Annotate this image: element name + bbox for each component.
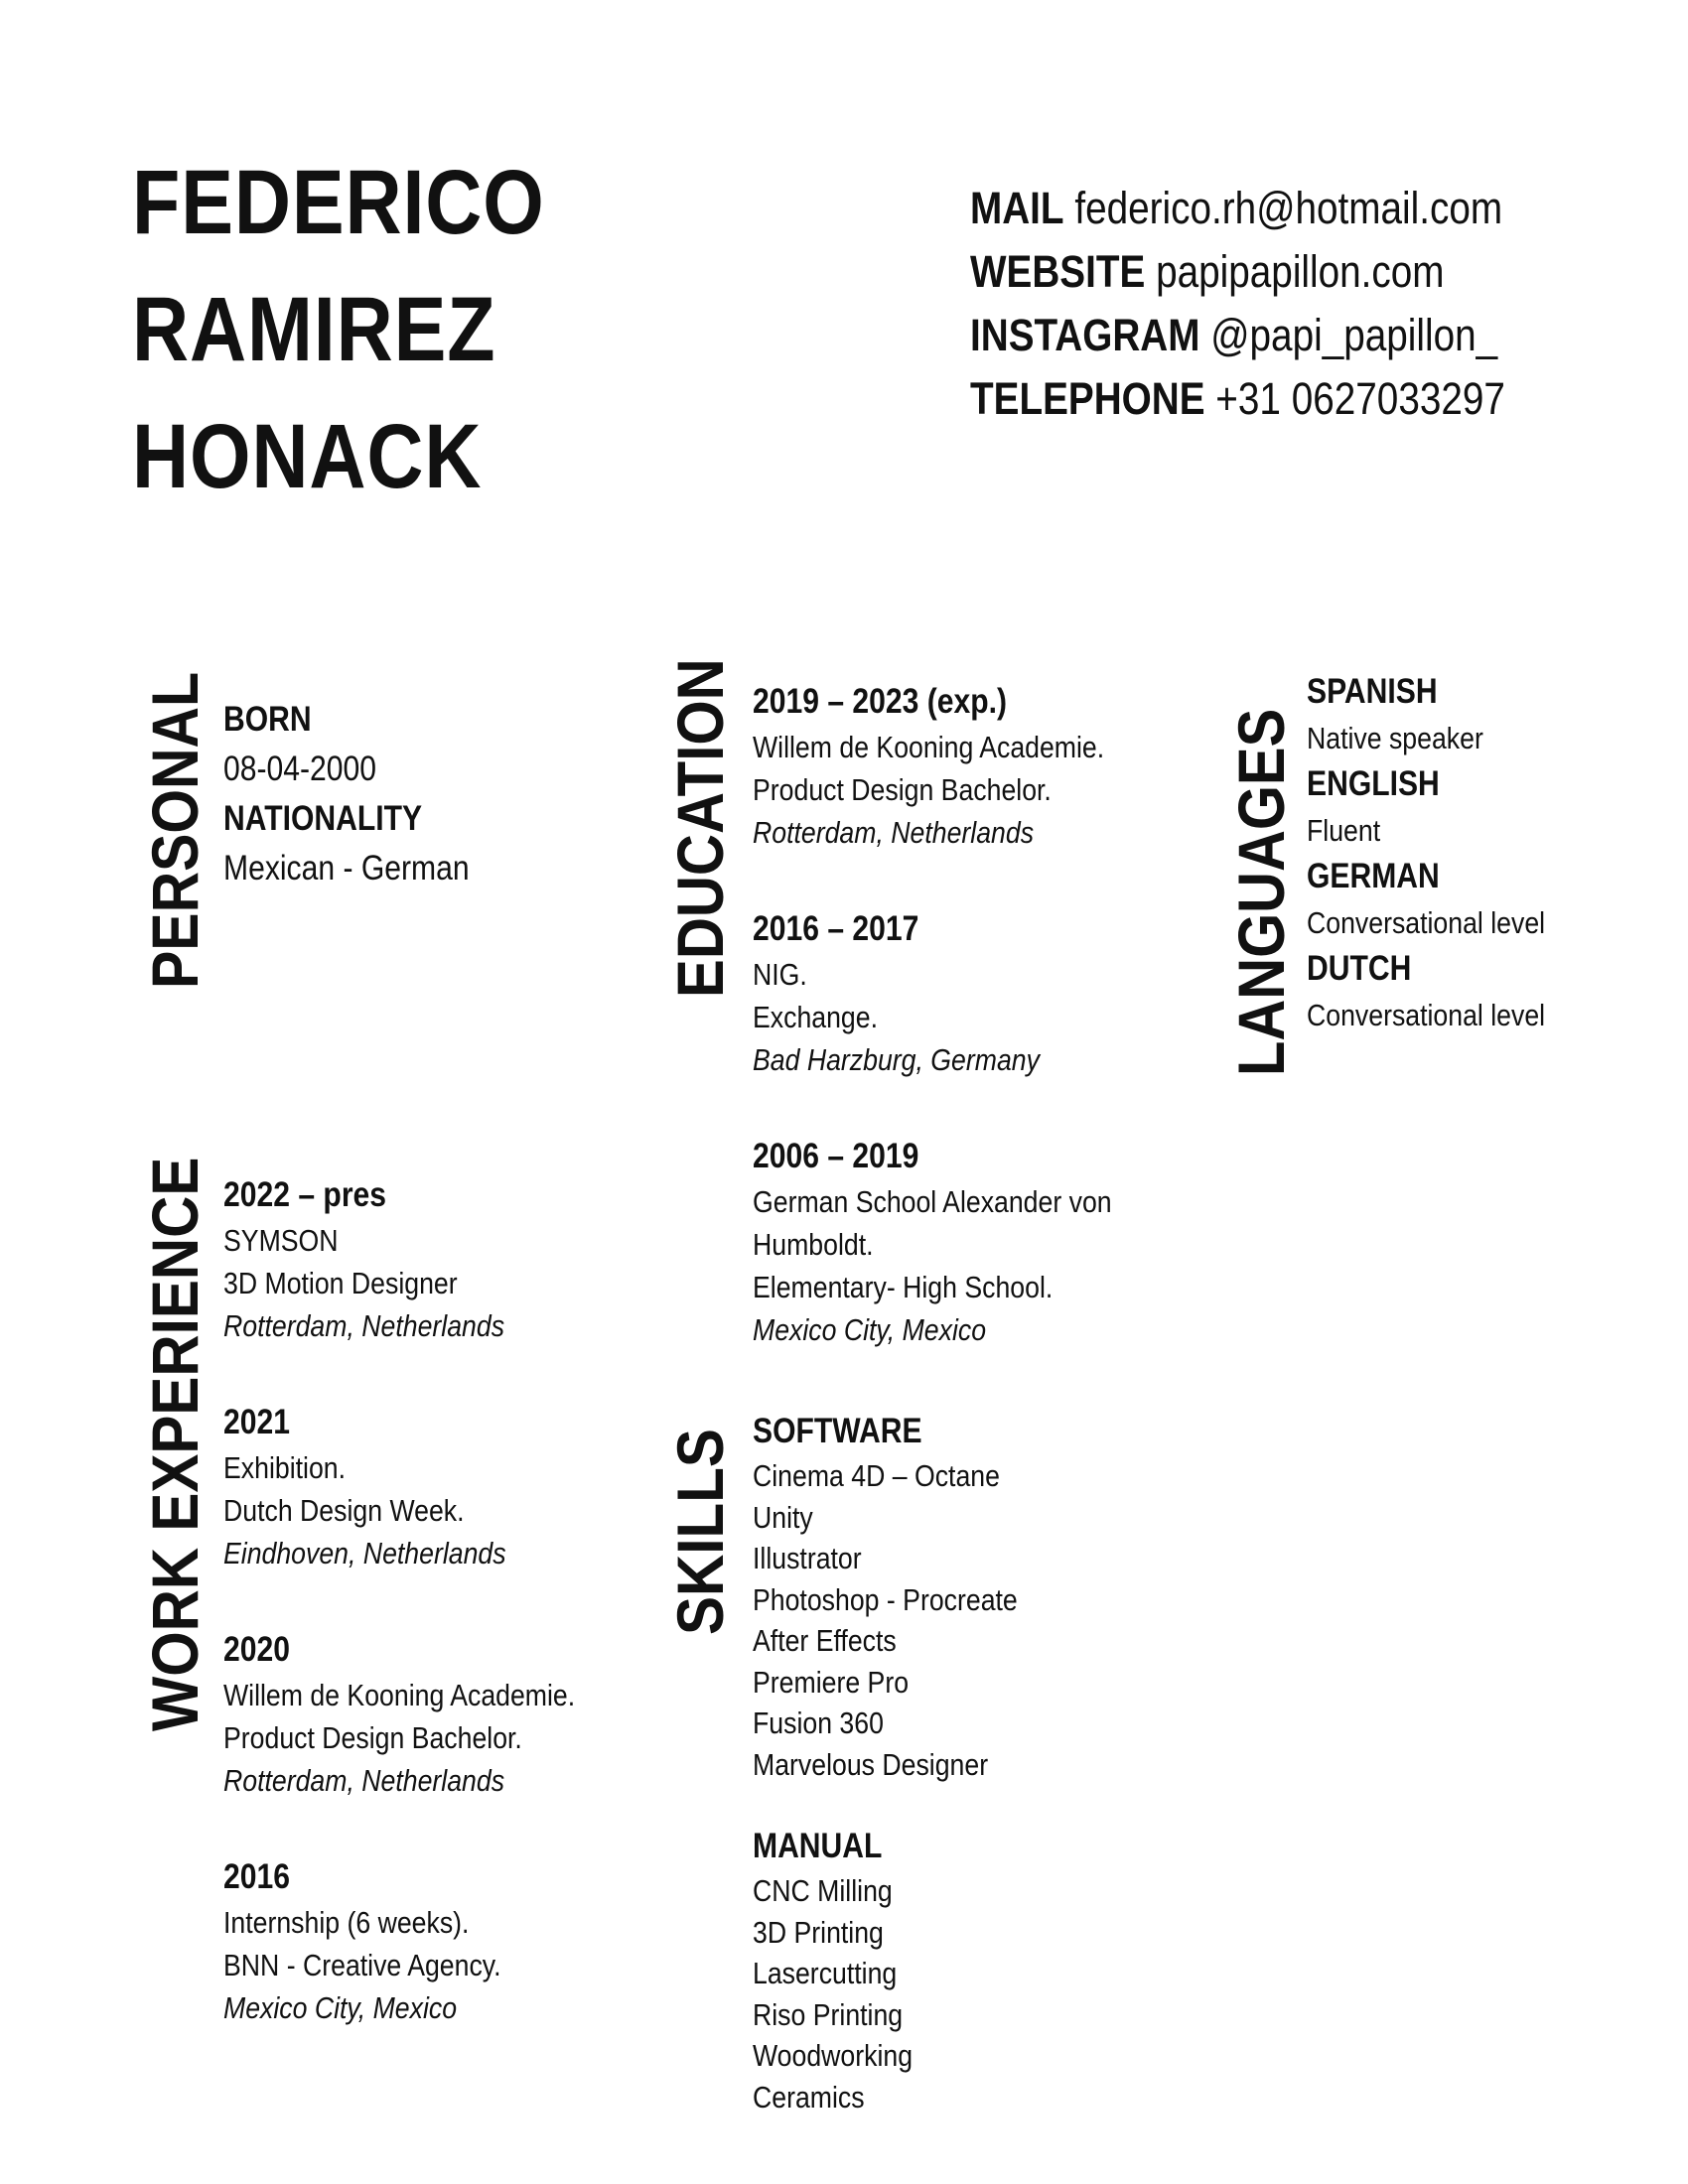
skills-block bbox=[753, 1408, 1018, 2155]
work-experience-block bbox=[223, 1171, 575, 2081]
work-place: Eindhoven, Netherlands bbox=[223, 1536, 506, 1570]
language-name: SPANISH bbox=[1307, 672, 1438, 711]
work-place: Rotterdam, Netherlands bbox=[223, 1763, 505, 1798]
contact-website: WEBSITE papipapillon.com bbox=[970, 246, 1445, 297]
work-line: BNN - Creative Agency. bbox=[223, 1948, 501, 1982]
language-level: Fluent bbox=[1307, 813, 1381, 848]
manual-item: 3D Printing bbox=[753, 1914, 884, 1950]
manual-item: Lasercutting bbox=[753, 1956, 898, 1990]
education-line: Elementary- High School. bbox=[753, 1270, 1054, 1304]
manual-label: MANUAL bbox=[753, 1827, 883, 1865]
education-place: Mexico City, Mexico bbox=[753, 1312, 987, 1347]
education-entry bbox=[753, 678, 1112, 854]
instagram-link[interactable]: @papi_papillon_ bbox=[1210, 310, 1498, 360]
education-period: 2019 – 2023 (exp.) bbox=[753, 682, 1008, 721]
telephone-link[interactable]: +31 0627033297 bbox=[1215, 373, 1505, 424]
language-level: Conversational level bbox=[1307, 998, 1546, 1032]
software-item: Marvelous Designer bbox=[753, 1746, 989, 1782]
education-line: German School Alexander von bbox=[753, 1184, 1112, 1219]
full-name bbox=[132, 139, 545, 520]
skills-manual bbox=[753, 1823, 1018, 2117]
software-item: Illustrator bbox=[753, 1541, 862, 1575]
education-period: 2006 – 2019 bbox=[753, 1137, 919, 1175]
website-link[interactable]: papipapillon.com bbox=[1156, 246, 1445, 297]
work-entry bbox=[223, 1626, 575, 1802]
section-title-education: EDUCATION bbox=[663, 658, 737, 998]
languages-block bbox=[1307, 669, 1545, 1038]
language-level: Native speaker bbox=[1307, 721, 1483, 755]
education-period: 2016 – 2017 bbox=[753, 909, 919, 948]
work-period: 2021 bbox=[223, 1403, 290, 1441]
work-entry bbox=[223, 1853, 575, 2029]
education-entry bbox=[753, 905, 1112, 1081]
contact-telephone: TELEPHONE +31 0627033297 bbox=[970, 373, 1505, 424]
software-item: Unity bbox=[753, 1499, 813, 1535]
section-title-personal: PERSONAL bbox=[138, 671, 211, 989]
mail-link[interactable]: federico.rh@hotmail.com bbox=[1074, 183, 1503, 233]
work-line: Willem de Kooning Academie. bbox=[223, 1678, 576, 1712]
work-line: Internship (6 weeks). bbox=[223, 1905, 470, 1940]
software-item: After Effects bbox=[753, 1623, 897, 1658]
work-line: Product Design Bachelor. bbox=[223, 1720, 522, 1755]
name-middle: RAMIREZ bbox=[132, 279, 496, 380]
skills-software bbox=[753, 1408, 1018, 1785]
work-place: Mexico City, Mexico bbox=[223, 1990, 458, 2025]
education-line: Willem de Kooning Academie. bbox=[753, 730, 1105, 764]
software-item: Fusion 360 bbox=[753, 1706, 884, 1740]
work-period: 2022 – pres bbox=[223, 1175, 387, 1214]
section-title-work-experience: WORK EXPERIENCE bbox=[138, 1157, 211, 1731]
manual-item: Riso Printing bbox=[753, 1996, 904, 2032]
work-entry bbox=[223, 1399, 575, 1574]
contact-block bbox=[970, 177, 1505, 431]
work-period: 2016 bbox=[223, 1857, 290, 1896]
work-line: SYMSON bbox=[223, 1223, 339, 1258]
work-line: Dutch Design Week. bbox=[223, 1493, 465, 1528]
language-name: ENGLISH bbox=[1307, 764, 1440, 803]
software-item: Photoshop - Procreate bbox=[753, 1581, 1018, 1617]
work-period: 2020 bbox=[223, 1630, 290, 1669]
name-first: FEDERICO bbox=[132, 152, 545, 253]
language-level: Conversational level bbox=[1307, 905, 1546, 940]
contact-instagram: INSTAGRAM @papi_papillon_ bbox=[970, 310, 1498, 360]
software-label: SOFTWARE bbox=[753, 1412, 922, 1450]
language-name: GERMAN bbox=[1307, 857, 1440, 895]
name-last: HONACK bbox=[132, 406, 483, 507]
software-item: Premiere Pro bbox=[753, 1664, 910, 1700]
manual-item: CNC Milling bbox=[753, 1873, 893, 1908]
section-title-languages: LANGUAGES bbox=[1224, 708, 1298, 1076]
education-line: Product Design Bachelor. bbox=[753, 772, 1052, 807]
work-line: 3D Motion Designer bbox=[223, 1266, 458, 1300]
education-place: Bad Harzburg, Germany bbox=[753, 1042, 1040, 1077]
section-title-skills: SKILLS bbox=[663, 1429, 737, 1635]
education-line: Exchange. bbox=[753, 1000, 878, 1034]
education-entry bbox=[753, 1133, 1112, 1351]
born-value: 08-04-2000 bbox=[223, 750, 376, 788]
personal-block bbox=[223, 695, 470, 893]
contact-mail: MAIL federico.rh@hotmail.com bbox=[970, 183, 1503, 233]
work-place: Rotterdam, Netherlands bbox=[223, 1308, 505, 1343]
software-item: Cinema 4D – Octane bbox=[753, 1458, 1000, 1493]
language-name: DUTCH bbox=[1307, 949, 1412, 988]
education-line: NIG. bbox=[753, 957, 807, 992]
education-place: Rotterdam, Netherlands bbox=[753, 815, 1035, 850]
manual-item: Woodworking bbox=[753, 2038, 914, 2073]
nationality-label: NATIONALITY bbox=[223, 799, 423, 838]
education-block bbox=[753, 678, 1112, 1403]
education-line: Humboldt. bbox=[753, 1227, 874, 1262]
nationality-value: Mexican - German bbox=[223, 849, 470, 887]
born-label: BORN bbox=[223, 700, 312, 739]
work-entry bbox=[223, 1171, 575, 1347]
manual-item: Ceramics bbox=[753, 2079, 865, 2115]
work-line: Exhibition. bbox=[223, 1450, 347, 1485]
